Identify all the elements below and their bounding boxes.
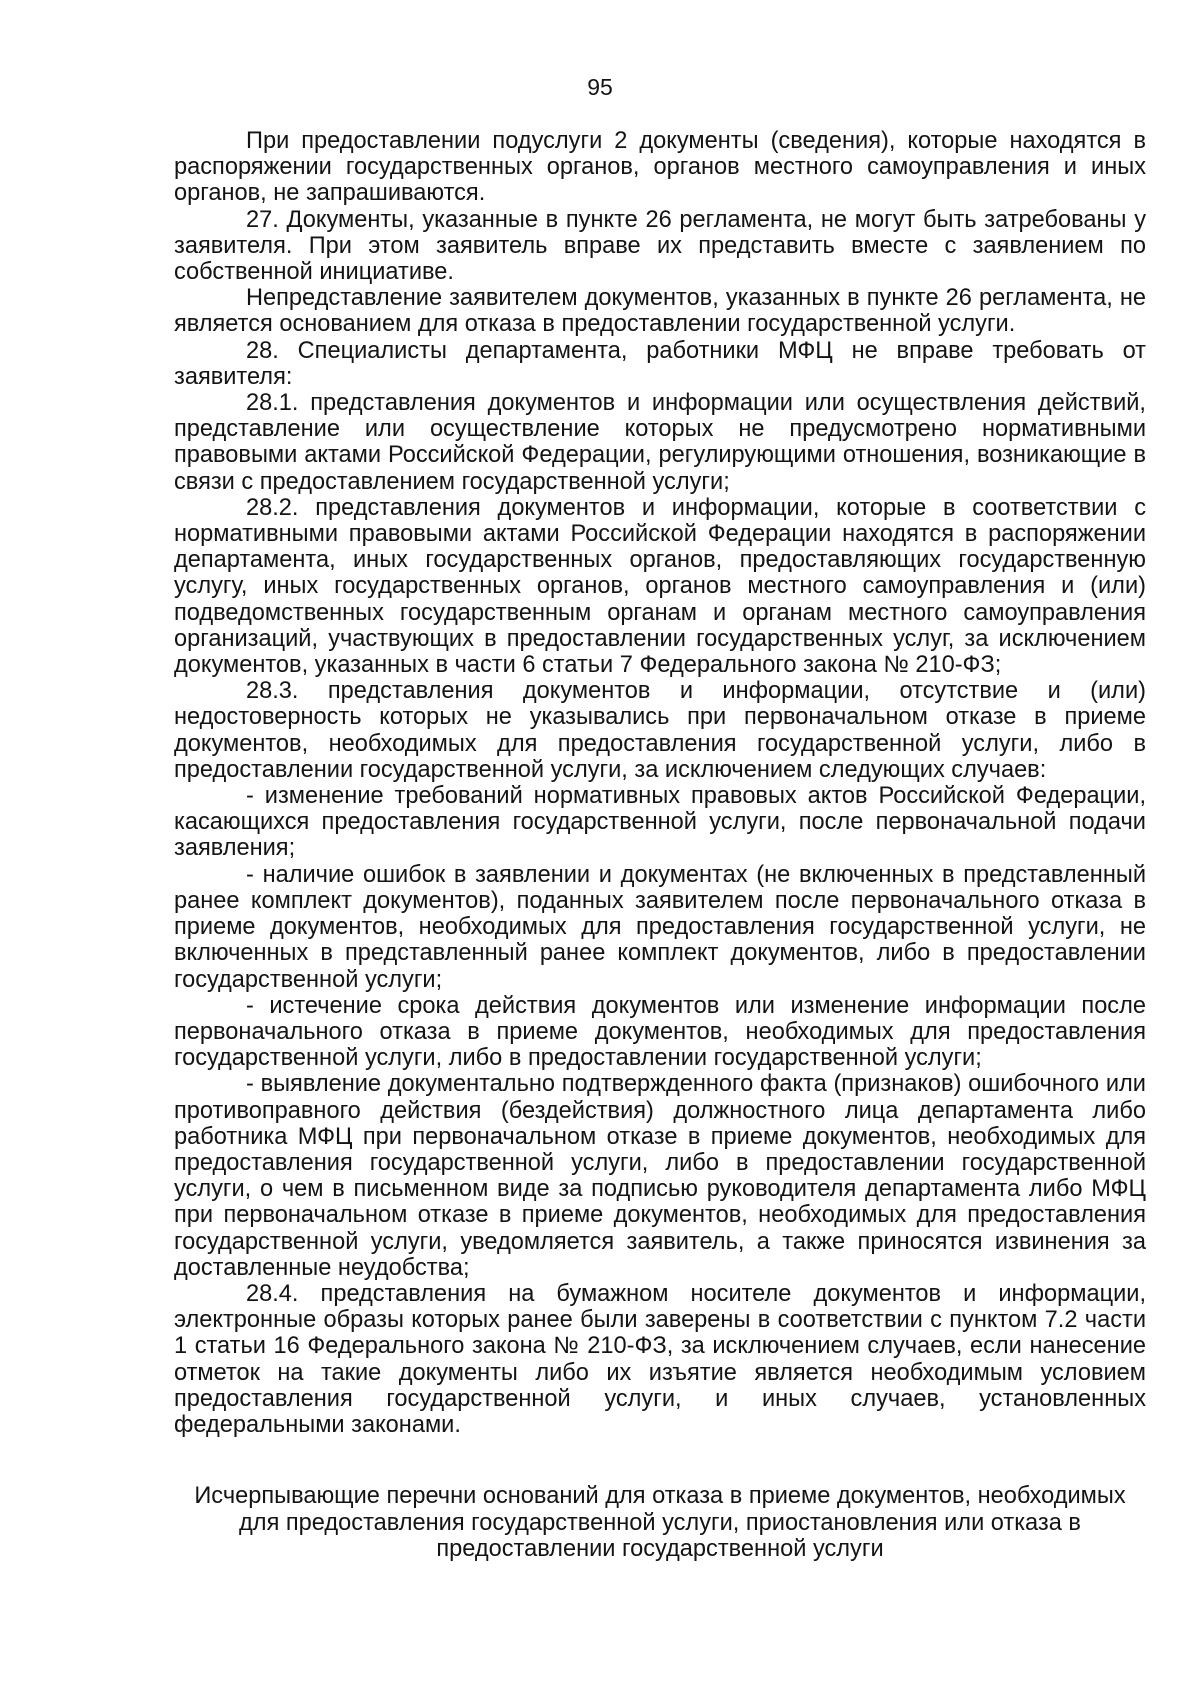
paragraph-27: 27. Документы, указанные в пункте 26 регламента, не могут быть затребованы у заявителя. При этом заявитель вправе их представить вместе с заявлением по собственной инициативе.: [174, 206, 1146, 286]
paragraph-non-submission: Непредставление заявителем документов, указанных в пункте 26 регламента, не является основанием для отказа в предоставлении государственной услуги.: [174, 285, 1146, 338]
paragraph-28-2: 28.2. представления документов и информации, которые в соответствии с нормативными правовыми актами Российской Федерации находятся в распоряжении департамента, иных государственных органов, предоставляющих государственную услугу, иных государственных органов, органов местного самоуправления и (или) подведомственных государственным органам и органам местного самоуправления организаций, участвующих в предоставлении государственных услуг, за исключением документов, указанных в части 6 статьи 7 Федерального закона № 210-ФЗ;: [174, 494, 1146, 679]
document-body: [174, 128, 1146, 1438]
paragraph-28-4: 28.4. представления на бумажном носителе документов и информации, электронные образы которых ранее были заверены в соответствии с пунктом 7.2 части 1 статьи 16 Федерального закона № 210-ФЗ, за исключением случаев, если нанесение отметок на такие документы либо их изъятие является необходимым условием предоставления государственной услуги, и иных случаев, установленных федеральными законами.: [174, 1280, 1146, 1438]
paragraph-28-1: 28.1. представления документов и информации или осуществления действий, представление или осуществление которых не предусмотрено нормативными правовыми актами Российской Федерации, регулирующими отношения, возникающие в связи с предоставлением государственной услуги;: [174, 390, 1146, 495]
paragraph-28-3: 28.3. представления документов и информации, отсутствие и (или) недостоверность которых не указывались при первоначальном отказе в приеме документов, необходимых для предоставления государственной услуги, либо в предоставлении государственной услуги, за исключением следующих случаев:: [174, 678, 1146, 783]
paragraph-subservice-2-documents: При предоставлении подуслуги 2 документы (сведения), которые находятся в распоряжении государственных органов, органов местного самоуправления и иных органов, не запрашиваются.: [174, 128, 1146, 207]
list-item-erroneous-action: - выявление документально подтвержденного факта (признаков) ошибочного или противоправного действия (бездействия) должностного лица департамента либо работника МФЦ при первоначальном отказе в приеме документов, необходимых для предоставления государственной услуги, либо в предоставлении государственной услуги, о чем в письменном виде за подписью руководителя департамента либо МФЦ при первоначальном отказе в приеме документов, необходимых для предоставления государственной услуги, уведомляется заявитель, а также приносятся извинения за доставленные неудобства;: [174, 1071, 1146, 1281]
list-item-errors-present: - наличие ошибок в заявлении и документах (не включенных в представленный ранее комплект документов), поданных заявителем после первоначального отказа в приеме документов, необходимых для предоставления государственной услуги, не включенных в представленный ранее комплект документов, либо в предоставлении государственной услуги;: [174, 861, 1146, 993]
list-item-requirements-change: - изменение требований нормативных правовых актов Российской Федерации, касающихся предоставления государственной услуги, после первоначальной подачи заявления;: [174, 783, 1146, 862]
paragraph-28: 28. Специалисты департамента, работники МФЦ не вправе требовать от заявителя:: [174, 337, 1146, 390]
list-item-expiry: - истечение срока действия документов или изменение информации после первоначального отказа в приеме документов, необходимых для предоставления государственной услуги, либо в предоставлении государственной услуги;: [174, 992, 1146, 1072]
page-number: 95: [587, 74, 613, 100]
section-heading: Исчерпывающие перечни оснований для отказа в приеме документов, необходимых для предоставления государственной услуги, приостановления или отказа в предоставлении государственной услуги: [194, 1483, 1126, 1563]
